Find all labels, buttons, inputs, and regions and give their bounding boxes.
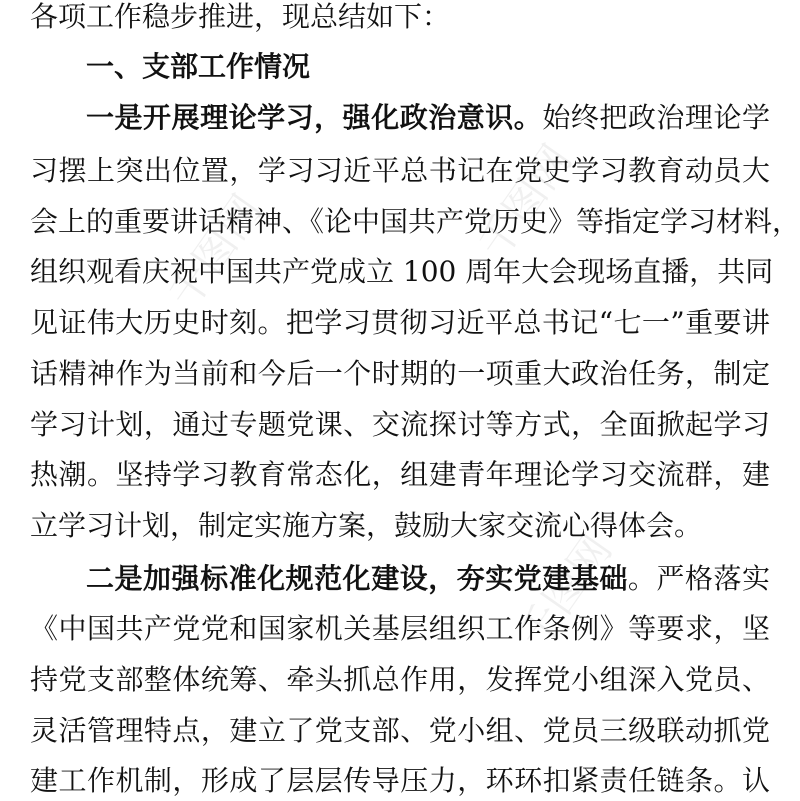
watermark: 千图网 xyxy=(468,135,582,268)
paragraph-2-line: 持党支部整体统筹、牵头抓总作用，发挥党小组深入党员、 xyxy=(30,663,770,696)
paragraph-1-first-line xyxy=(86,98,770,138)
paragraph-1-line: 热潮。坚持学习教育常态化，组建青年理论学习交流群，建 xyxy=(30,458,770,491)
section-heading: 一、支部工作情况 xyxy=(86,50,311,83)
intro-line: 各项工作稳步推进，现总结如下： xyxy=(30,0,451,33)
paragraph-2-line: 《中国共产党党和国家机关基层组织工作条例》等要求，坚 xyxy=(30,612,770,645)
paragraph-1-line: 立学习计划，制定实施方案，鼓励大家交流心得体会。 xyxy=(30,509,703,542)
watermark: 千图网 xyxy=(158,185,272,318)
paragraph-2-first-line-rest: 。严格落实 xyxy=(627,562,770,595)
paragraph-1-first-line-rest: 始终把政治理论学 xyxy=(542,101,770,134)
paragraph-1-line: 学习计划，通过专题党课、交流探讨等方式，全面掀起学习 xyxy=(30,408,770,441)
paragraph-1-lead: 一是开展理论学习，强化政治意识。 xyxy=(86,101,543,134)
watermark: 千图网 xyxy=(508,525,622,658)
paragraph-1-line: 习摆上突出位置，学习习近平总书记在党史学习教育动员大 xyxy=(30,154,770,187)
paragraph-1-line: 会上的重要讲话精神、《论中国共产党历史》等指定学习材料， xyxy=(30,205,800,238)
paragraph-2-first-line xyxy=(86,559,770,599)
paragraph-1-line: 话精神作为当前和今后一个时期的一项重大政治任务，制定 xyxy=(30,357,770,390)
paragraph-1-line: 见证伟大历史时刻。把学习贯彻习近平总书记“七一”重要讲 xyxy=(30,306,770,339)
paragraph-2-lead: 二是加强标准化规范化建设，夯实党建基础 xyxy=(86,562,628,595)
paragraph-2-line: 灵活管理特点，建立了党支部、党小组、党员三级联动抓党 xyxy=(30,714,770,747)
paragraph-1-line: 组织观看庆祝中国共产党成立 100 周年大会现场直播，共同 xyxy=(30,255,774,288)
paragraph-2-line: 建工作机制，形成了层层传导压力，环环扣紧责任链条。认 xyxy=(30,764,770,797)
